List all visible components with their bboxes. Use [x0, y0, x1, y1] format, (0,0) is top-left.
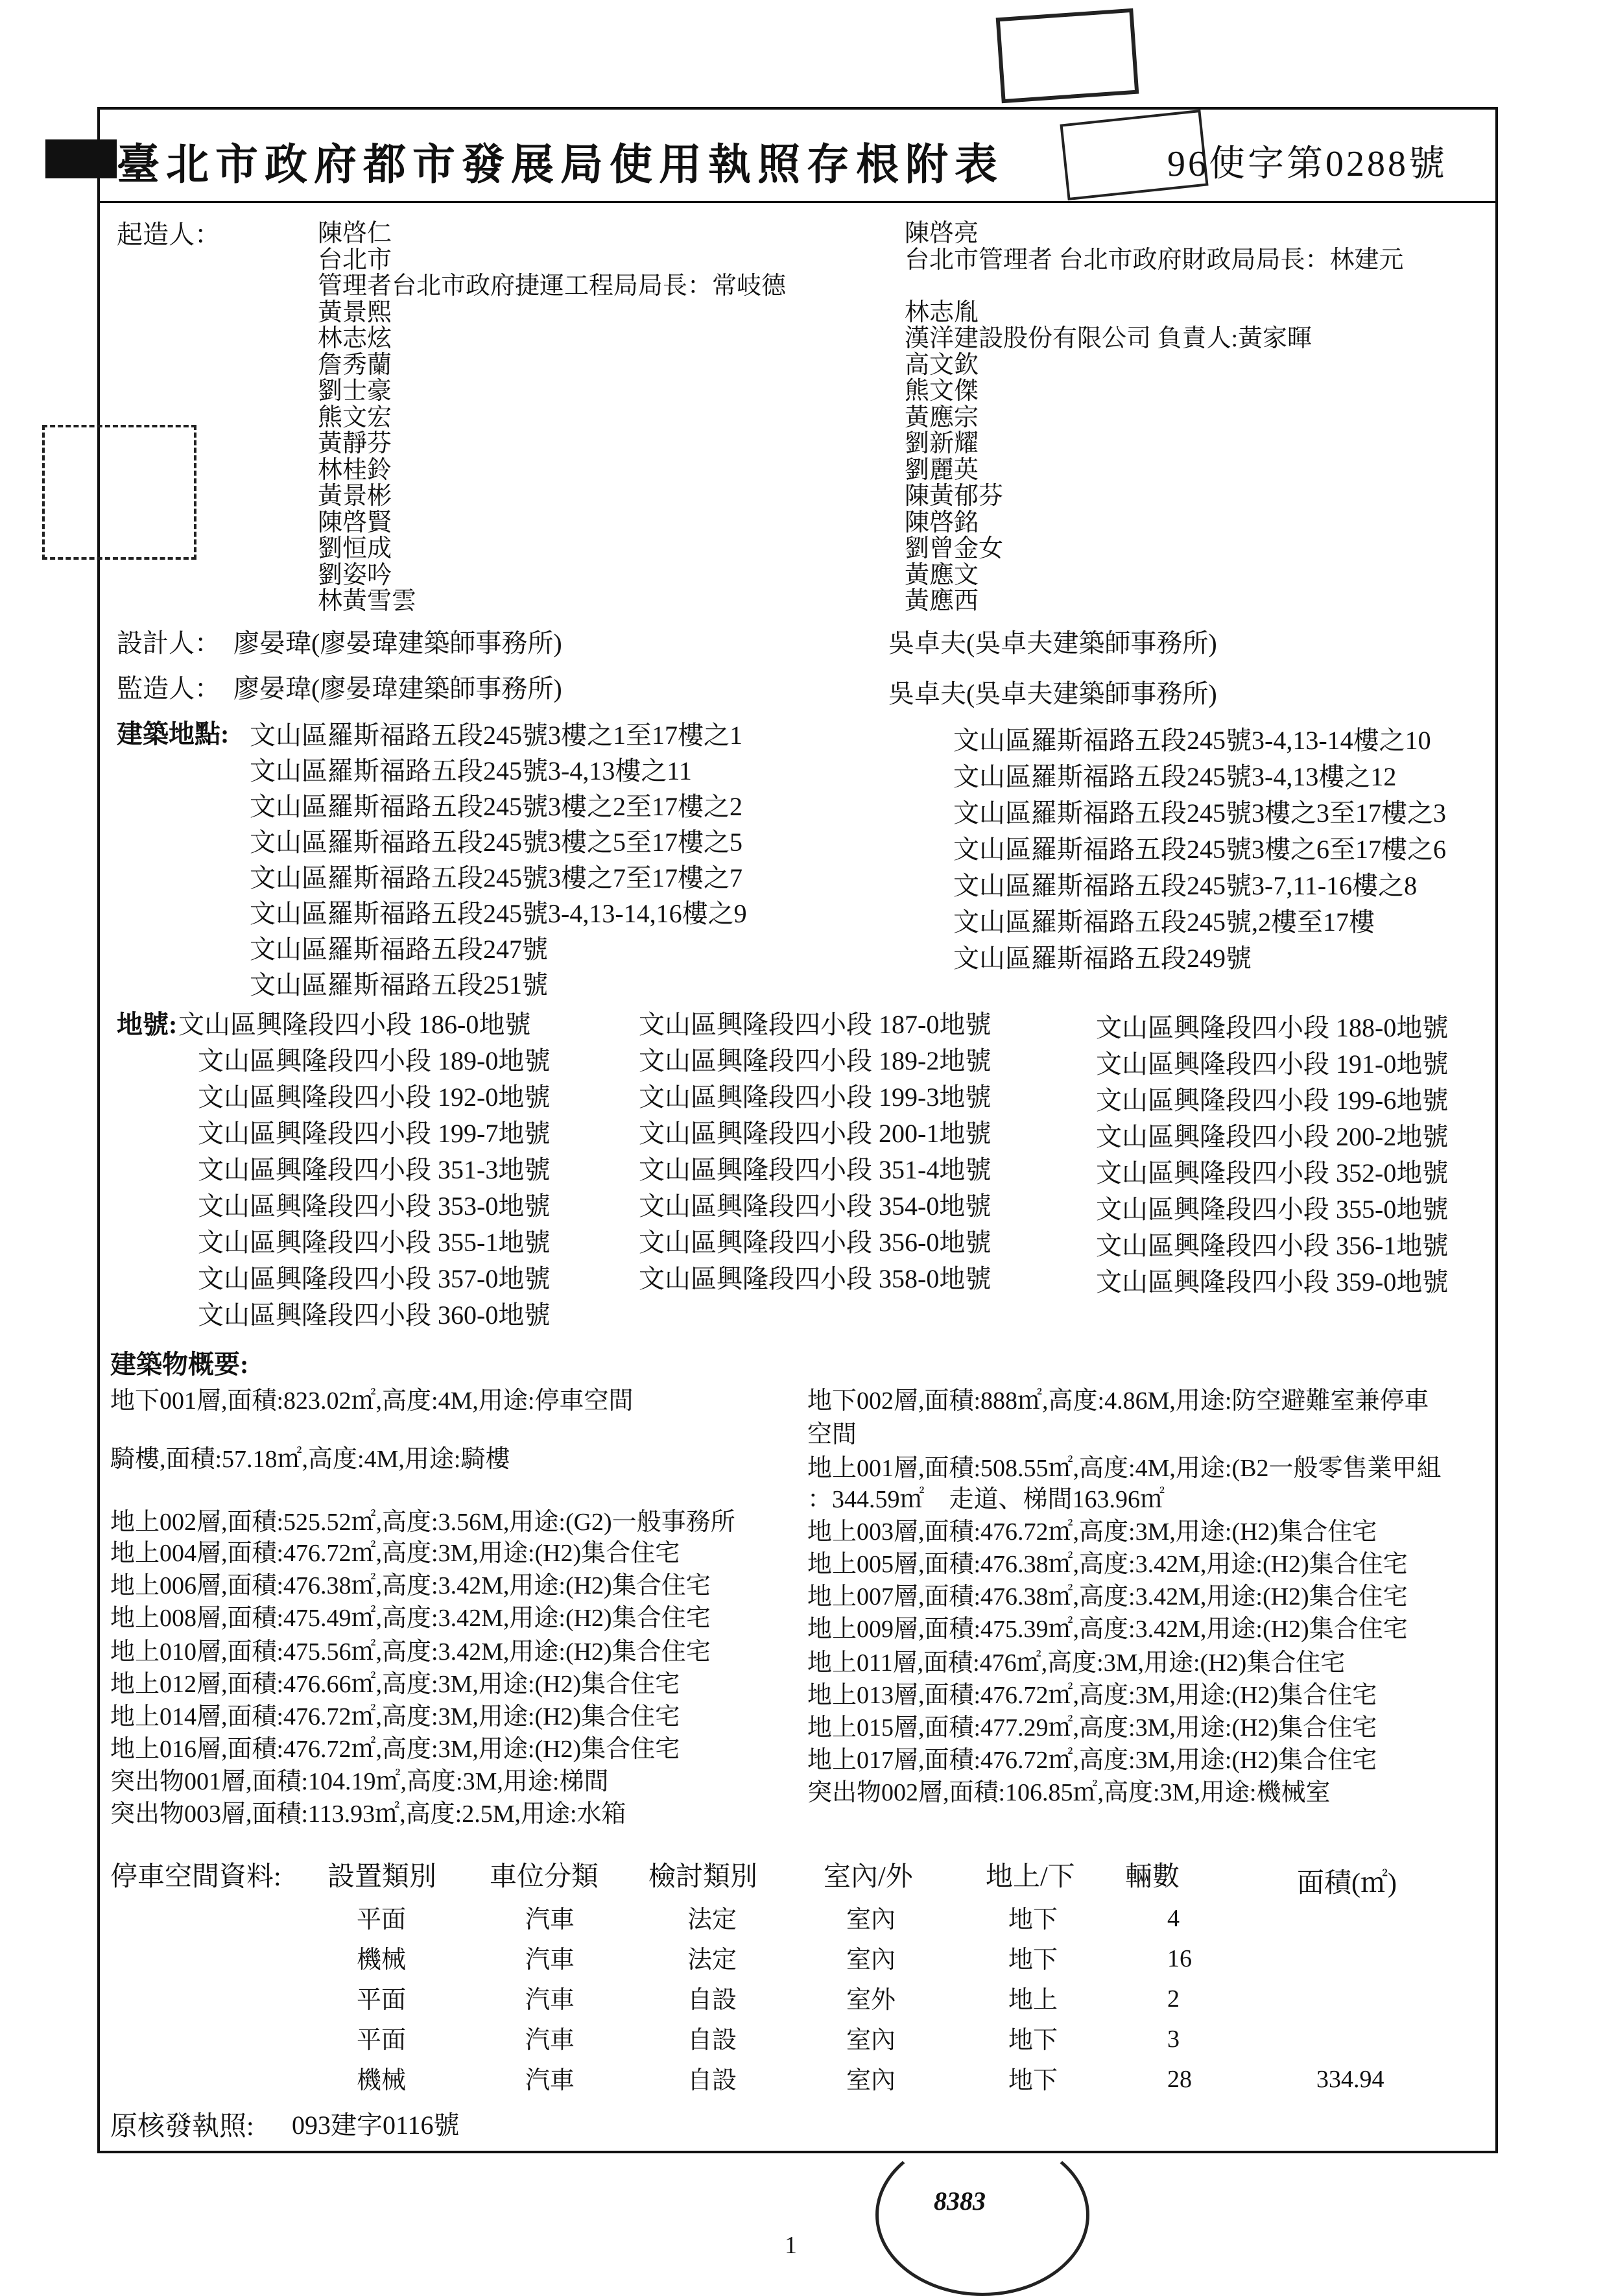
owner-name: 劉曾金女: [905, 535, 1004, 562]
parking-header: 輛數: [1125, 1862, 1180, 1892]
owner-name: 熊文宏: [318, 403, 392, 431]
land-number: 文山區興隆段四小段 358-0地號: [639, 1264, 991, 1293]
floor-entry: 地上005層,面積:476.38㎡,高度:3.42M,用途:(H2)集合住宅: [807, 1551, 1408, 1578]
land-number: 文山區興隆段四小段 189-2地號: [639, 1046, 991, 1075]
parking-header: 室內/外: [824, 1862, 913, 1892]
floor-entry: 地上002層,面積:525.52㎡,高度:3.56M,用途:(G2)一般事務所: [110, 1509, 735, 1536]
floor-entry: 地上013層,面積:476.72㎡,高度:3M,用途:(H2)集合住宅: [807, 1682, 1377, 1709]
parking-cell: 室內: [846, 2027, 896, 2054]
floor-entry: 突出物001層,面積:104.19㎡,高度:3M,用途:梯間: [110, 1768, 609, 1795]
floor-entry: 地上011層,面積:476㎡,高度:3M,用途:(H2)集合住宅: [807, 1649, 1346, 1677]
land-number: 文山區興隆段四小段 356-0地號: [639, 1228, 991, 1257]
supervisor-left: 廖晏瑋(廖晏瑋建築師事務所): [233, 674, 562, 703]
land-number: 文山區興隆段四小段 351-3地號: [198, 1155, 551, 1184]
address-item: 文山區羅斯福路五段245號,2樓至17樓: [953, 907, 1375, 937]
land-number: 文山區興隆段四小段 199-3地號: [639, 1082, 991, 1112]
floor-entry: 地上015層,面積:477.29㎡,高度:3M,用途:(H2)集合住宅: [807, 1714, 1377, 1741]
owner-name: 台北市: [318, 246, 392, 274]
parking-cell: 4: [1167, 1905, 1180, 1932]
floor-entry: 突出物002層,面積:106.85㎡,高度:3M,用途:機械室: [807, 1779, 1331, 1806]
land-number: 文山區興隆段四小段 357-0地號: [198, 1264, 551, 1293]
parking-cell: 地下: [1008, 1946, 1058, 1974]
land-number: 文山區興隆段四小段 351-4地號: [639, 1155, 991, 1184]
address-item: 文山區羅斯福路五段245號3-4,13-14,16樓之9: [250, 899, 747, 928]
parking-cell: 汽車: [525, 2067, 575, 2094]
owner-name: 劉新耀: [905, 430, 979, 457]
owner-name: 黃景熙: [318, 298, 392, 326]
parking-cell: 2: [1167, 1985, 1180, 2013]
original-permit-label: 原核發執照:: [110, 2112, 254, 2142]
floor-entry: 突出物003層,面積:113.93㎡,高度:2.5M,用途:水箱: [110, 1800, 626, 1828]
owner-name: 林黃雪雲: [318, 588, 417, 615]
left-margin-stamp: [42, 425, 196, 560]
parking-cell: 機械: [357, 1946, 407, 1974]
address-item: 文山區羅斯福路五段245號3樓之3至17樓之3: [953, 798, 1446, 828]
owner-name: 陳啓亮: [905, 220, 979, 247]
owner-name: 陳啓賢: [318, 508, 392, 536]
designer-right: 吳卓夫(吳卓夫建築師事務所): [888, 628, 1217, 658]
land-number: 文山區興隆段四小段 192-0地號: [198, 1082, 551, 1112]
supervisor-right: 吳卓夫(吳卓夫建築師事務所): [888, 679, 1217, 708]
owner-name: 陳啓仁: [318, 220, 392, 247]
land-number: 文山區興隆段四小段 188-0地號: [1096, 1013, 1449, 1042]
summary-label: 建築物概要:: [110, 1350, 249, 1379]
land-number: 文山區興隆段四小段 353-0地號: [198, 1191, 551, 1221]
parking-cell: 平面: [357, 1987, 407, 2014]
address-item: 文山區羅斯福路五段245號3樓之7至17樓之7: [250, 863, 742, 892]
supervisor-label: 監造人：: [117, 674, 220, 703]
address-item: 文山區羅斯福路五段245號3樓之2至17樓之2: [250, 792, 742, 821]
document-number: 96使字第0288號: [1167, 144, 1447, 184]
land-number: 文山區興隆段四小段 352-0地號: [1096, 1158, 1449, 1188]
land-number: 文山區興隆段四小段 187-0地號: [639, 1010, 991, 1039]
owner-name: 劉士豪: [318, 377, 392, 405]
address-item: 文山區羅斯福路五段251號: [250, 970, 548, 999]
parking-cell: 法定: [687, 1946, 737, 1974]
floor-entry: 地上010層,面積:475.56㎡,高度:3.42M,用途:(H2)集合住宅: [110, 1638, 711, 1666]
parking-header: 設置類別: [327, 1862, 437, 1892]
land-number: 文山區興隆段四小段 191-0地號: [1096, 1049, 1449, 1079]
parking-cell: 自設: [687, 1987, 737, 2014]
floor-entry: 地上009層,面積:475.39㎡,高度:3.42M,用途:(H2)集合住宅: [807, 1616, 1408, 1643]
parking-cell: 汽車: [525, 2027, 575, 2054]
owner-name: 劉麗英: [905, 456, 979, 484]
seal-number: 8383: [934, 2186, 986, 2216]
floor-entry: 地下001層,面積:823.02㎡,高度:4M,用途:停車空間: [110, 1387, 634, 1415]
parking-cell: 16: [1167, 1945, 1192, 1972]
owner-name: 黃景彬: [318, 483, 392, 510]
parking-cell: 平面: [357, 2027, 407, 2054]
land-number: 文山區興隆段四小段 359-0地號: [1096, 1267, 1449, 1297]
designer-left: 廖晏瑋(廖晏瑋建築師事務所): [233, 628, 562, 658]
land-number: 文山區興隆段四小段 354-0地號: [639, 1191, 991, 1221]
parking-cell: 室內: [846, 1946, 896, 1974]
floor-entry: 地上001層,面積:508.55㎡,高度:4M,用途:(B2一般零售業甲組: [807, 1455, 1442, 1482]
land-number: 文山區興隆段四小段 189-0地號: [198, 1046, 551, 1075]
owner-name: 劉姿吟: [318, 561, 392, 589]
floor-entry: 地下002層,面積:888㎡,高度:4.86M,用途:防空避難室兼停車: [807, 1387, 1429, 1415]
parking-cell: 室內: [846, 2067, 896, 2094]
parking-cell: 地下: [1008, 2067, 1058, 2094]
address-item: 文山區羅斯福路五段245號3-4,13-14樓之10: [953, 726, 1431, 755]
land-number: 文山區興隆段四小段 355-1地號: [198, 1228, 551, 1257]
owner-name: 黃靜芬: [318, 430, 392, 457]
owner-name: 陳黃郁芬: [905, 483, 1004, 510]
owner-name: 林志炫: [318, 325, 392, 352]
owner-name: 台北市管理者 台北市政府財政局局長：林建元: [905, 246, 1404, 274]
address-item: 文山區羅斯福路五段249號: [953, 944, 1252, 973]
parking-header: 地上/下: [986, 1862, 1075, 1892]
floor-entry: 地上003層,面積:476.72㎡,高度:3M,用途:(H2)集合住宅: [807, 1518, 1377, 1546]
floor-entry: 地上004層,面積:476.72㎡,高度:3M,用途:(H2)集合住宅: [110, 1540, 680, 1567]
owner-name: 管理者台北市政府捷運工程局局長：常岐德: [318, 272, 787, 300]
parking-cell: 汽車: [525, 1946, 575, 1974]
owner-name: 黃應西: [905, 588, 979, 615]
parking-header: 檢討類別: [648, 1862, 758, 1892]
floor-entry: 地上017層,面積:476.72㎡,高度:3M,用途:(H2)集合住宅: [807, 1747, 1377, 1774]
owner-name: 漢洋建設股份有限公司 負責人:黃家暉: [905, 325, 1312, 352]
parking-cell: 3: [1167, 2026, 1180, 2053]
address-item: 文山區羅斯福路五段245號3-7,11-16樓之8: [953, 871, 1418, 900]
parking-cell: 汽車: [525, 1906, 575, 1933]
land-number: 文山區興隆段四小段 356-1地號: [1096, 1231, 1449, 1260]
title-divider: [97, 201, 1498, 203]
page-number: 1: [785, 2232, 797, 2259]
owner-name: 林桂鈴: [318, 456, 392, 484]
floor-entry: ：344.59㎡ 走道、梯間163.96㎡: [807, 1486, 1165, 1513]
land-label: 地號:: [117, 1010, 178, 1039]
parking-cell: 地下: [1008, 2027, 1058, 2054]
document-title: 臺北市政府都市發展局使用執照存根附表: [117, 141, 1004, 189]
owner-name: 黃應宗: [905, 403, 979, 431]
address-item: 文山區羅斯福路五段245號3-4,13樓之11: [250, 756, 692, 785]
floor-entry: 騎樓,面積:57.18㎡,高度:4M,用途:騎樓: [110, 1446, 510, 1473]
parking-cell: 地上: [1008, 1987, 1058, 2014]
scan-blot: [45, 139, 117, 178]
parking-header: 面積(㎡): [1297, 1869, 1397, 1898]
parking-label: 停車空間資料:: [110, 1862, 281, 1892]
owner-name: 詹秀蘭: [318, 351, 392, 379]
land-number: 文山區興隆段四小段 200-2地號: [1096, 1122, 1449, 1151]
land-number: 文山區興隆段四小段 360-0地號: [198, 1300, 551, 1330]
parking-cell: 機械: [357, 2067, 407, 2094]
parking-cell: 法定: [687, 1906, 737, 1933]
owners-label: 起造人：: [117, 220, 220, 249]
floor-entry: 地上016層,面積:476.72㎡,高度:3M,用途:(H2)集合住宅: [110, 1736, 680, 1763]
address-item: 文山區羅斯福路五段245號3-4,13樓之12: [953, 762, 1397, 791]
parking-cell: 地下: [1008, 1906, 1058, 1933]
floor-entry: 地上007層,面積:476.38㎡,高度:3.42M,用途:(H2)集合住宅: [807, 1583, 1408, 1610]
original-permit-value: 093建字0116號: [292, 2111, 460, 2140]
floor-entry: 地上006層,面積:476.38㎡,高度:3.42M,用途:(H2)集合住宅: [110, 1572, 711, 1599]
owner-name: 陳啓銘: [905, 508, 979, 536]
owner-name: 黃應文: [905, 561, 979, 589]
parking-cell: 334.94: [1316, 2066, 1384, 2093]
floor-entry: 地上012層,面積:476.66㎡,高度:3M,用途:(H2)集合住宅: [110, 1671, 680, 1698]
parking-cell: 自設: [687, 2027, 737, 2054]
land-number: 文山區興隆段四小段 199-6地號: [1096, 1086, 1449, 1115]
owner-name: 劉恒成: [318, 535, 392, 562]
address-item: 文山區羅斯福路五段245號3樓之6至17樓之6: [953, 835, 1446, 864]
address-item: 文山區羅斯福路五段247號: [250, 935, 548, 964]
parking-header: 車位分類: [490, 1862, 599, 1892]
owner-name: 林志胤: [905, 298, 979, 326]
land-number: 文山區興隆段四小段 186-0地號: [178, 1010, 531, 1039]
land-number: 文山區興隆段四小段 355-0地號: [1096, 1195, 1449, 1224]
land-number: 文山區興隆段四小段 199-7地號: [198, 1119, 551, 1148]
parking-cell: 室內: [846, 1906, 896, 1933]
parking-cell: 室外: [846, 1987, 896, 2014]
parking-cell: 28: [1167, 2066, 1192, 2093]
top-seal-stamp: [996, 8, 1139, 103]
designer-label: 設計人：: [117, 628, 220, 658]
address-item: 文山區羅斯福路五段245號3樓之1至17樓之1: [250, 721, 742, 750]
parking-cell: 平面: [357, 1906, 407, 1933]
floor-entry: 地上008層,面積:475.49㎡,高度:3.42M,用途:(H2)集合住宅: [110, 1605, 711, 1632]
floor-entry: 地上014層,面積:476.72㎡,高度:3M,用途:(H2)集合住宅: [110, 1703, 680, 1730]
parking-cell: 汽車: [525, 1987, 575, 2014]
address-item: 文山區羅斯福路五段245號3樓之5至17樓之5: [250, 828, 742, 857]
owner-name: 熊文傑: [905, 377, 979, 405]
floor-entry: 空間: [807, 1421, 857, 1448]
land-number: 文山區興隆段四小段 200-1地號: [639, 1119, 991, 1148]
parking-cell: 自設: [687, 2067, 737, 2094]
owner-name: 高文欽: [905, 351, 979, 379]
address-label: 建築地點:: [117, 719, 230, 748]
